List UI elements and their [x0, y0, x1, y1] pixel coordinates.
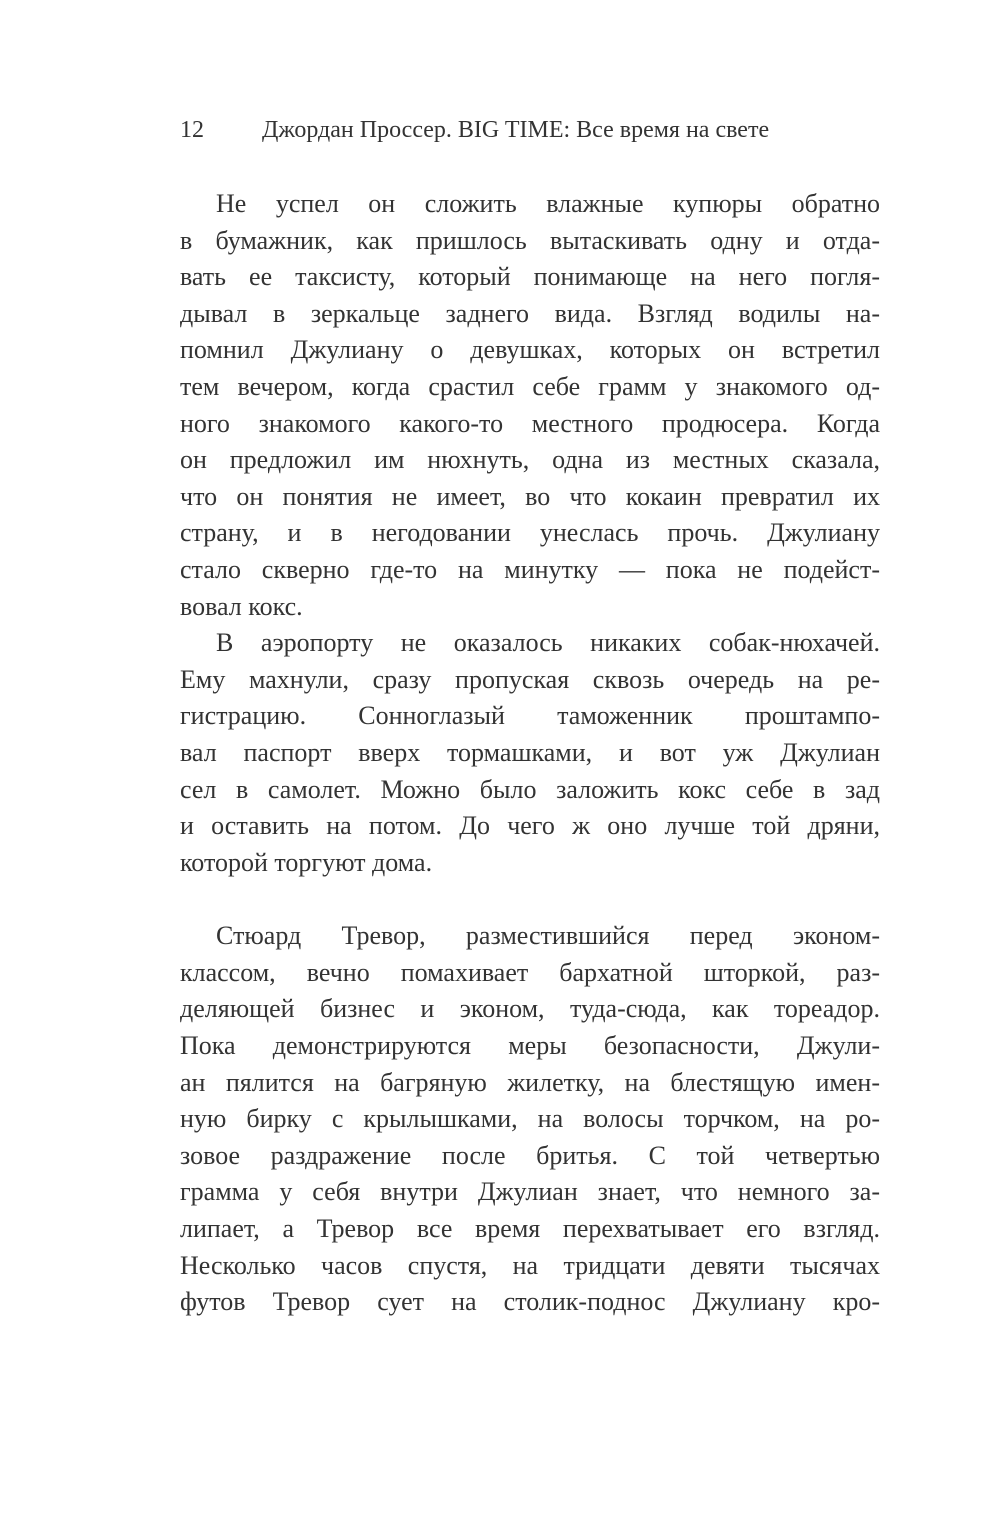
text-line: и оставить на потом. До чего ж оно лучше той дряни, [180, 811, 880, 841]
running-header [180, 116, 880, 144]
page-number: 12 [180, 117, 204, 143]
text-line: ан пялится на багряную жилетку, на блестящую имен- [180, 1067, 880, 1097]
text-line: тем вечером, когда срастил себе грамм у знакомого од- [180, 371, 880, 401]
text-line: ную бирку с крылышками, на волосы торчком, на ро- [180, 1104, 880, 1134]
text-line: дывал в зеркальце заднего вида. Взгляд водилы на- [180, 298, 880, 328]
text-line: Стюард Тревор, разместившийся перед эконом- [216, 921, 880, 951]
text-line: липает, а Тревор все время перехватывает его взгляд. [180, 1214, 880, 1244]
text-line: Пока демонстрируются меры безопасности, Джули- [180, 1031, 880, 1061]
text-line: зовое раздражение после бритья. С той четвертью [180, 1140, 880, 1170]
text-line: деляющей бизнес и эконом, туда-сюда, как тореадор. [180, 994, 880, 1024]
text-line: Не успел он сложить влажные купюры обратно [216, 189, 880, 218]
paragraph-3 [180, 918, 880, 1321]
text-line: стало скверно где-то на минутку — пока не подейст- [180, 554, 880, 584]
text-line: он предложил им нюхнуть, одна из местных сказала, [180, 445, 880, 475]
paragraph-2 [180, 625, 880, 881]
text-line: вал паспорт вверх тормашками, и вот уж Джулиан [180, 737, 880, 767]
text-line: ного знакомого какого-то местного продюсера. Когда [180, 408, 880, 438]
text-line: гистрацию. Сонноглазый таможенник проштампо- [180, 701, 880, 731]
text-line: которой торгуют дома. [180, 847, 433, 877]
running-title: Джордан Проссер. BIG TIME: Все время на свете [262, 117, 770, 143]
text-line: грамма у себя внутри Джулиан знает, что немного за- [180, 1177, 880, 1207]
text-line: в бумажник, как пришлось вытаскивать одну и отда- [180, 225, 880, 255]
text-line: В аэропорту не оказалось никаких собак-нюхачей. [216, 628, 880, 658]
text-line: страну, и в негодовании унеслась прочь. Джулиану [180, 518, 880, 548]
text-line: Ему махнули, сразу пропуская сквозь очередь на ре- [180, 664, 880, 694]
paragraph-1 [180, 186, 880, 625]
text-line: классом, вечно помахивает бархатной шторкой, раз- [180, 957, 880, 987]
text-line: Несколько часов спустя, на тридцати девяти тысячах [180, 1250, 880, 1280]
text-line: помнил Джулиану о девушках, которых он встретил [180, 335, 880, 365]
text-line: вовал кокс. [180, 591, 303, 621]
text-line: сел в самолет. Можно было заложить кокс себе в зад [180, 774, 880, 804]
body-text [180, 186, 880, 1321]
text-line: вать ее таксисту, который понимающе на него погля- [180, 262, 880, 292]
text-line: футов Тревор сует на столик-поднос Джулиану кро- [180, 1287, 880, 1317]
text-line: что он понятия не имеет, во что кокаин превратил их [180, 481, 880, 511]
